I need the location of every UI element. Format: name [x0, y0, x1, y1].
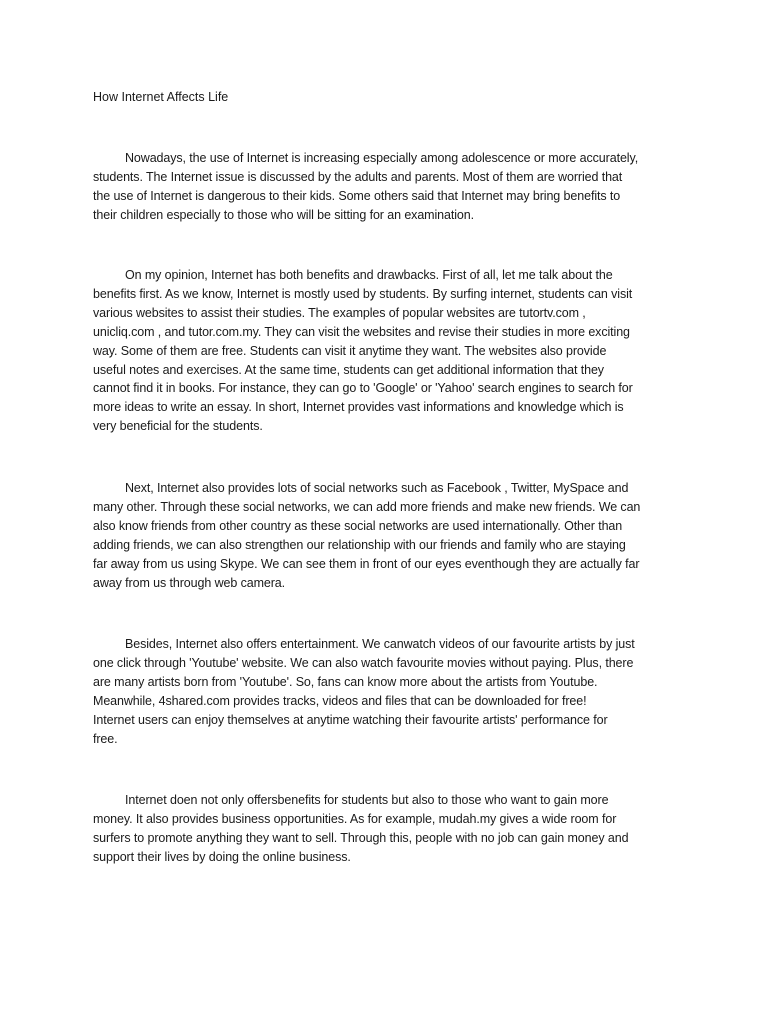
paragraph-3: [93, 479, 673, 592]
document-title: How Internet Affects Life: [93, 90, 229, 104]
paragraph-line: also know friends from other country as these social networks are used internationally. Other than: [93, 518, 623, 533]
paragraph-line: very beneficial for the students.: [93, 419, 263, 434]
paragraph-line: Nowadays, the use of Internet is increasing especially among adolescence or more accurately,: [125, 151, 639, 165]
paragraph-line: money. It also provides business opportunities. As for example, mudah.my gives a wide room for: [93, 811, 617, 826]
paragraph-line: Next, Internet also provides lots of social networks such as Facebook , Twitter, MySpace and: [125, 481, 629, 495]
paragraph-line: Besides, Internet also offers entertainment. We canwatch videos of our favourite artists by just: [125, 637, 635, 651]
paragraph-line: away from us through web camera.: [93, 575, 286, 590]
paragraph-line: useful notes and exercises. At the same time, students can get additional information that they: [93, 362, 604, 377]
paragraph-line: Meanwhile, 4shared.com provides tracks, videos and files that can be downloaded for free!: [93, 693, 587, 708]
paragraph-line: students. The Internet issue is discussed by the adults and parents. Most of them are worried that: [93, 169, 623, 184]
paragraph-line: Internet users can enjoy themselves at anytime watching their favourite artists' performance for: [93, 712, 608, 727]
paragraph-line: free.: [93, 731, 118, 746]
paragraph-line: Internet doen not only offersbenefits for students but also to those who want to gain more: [125, 793, 609, 807]
paragraph-line: more ideas to write an essay. In short, Internet provides vast informations and knowledge which is: [93, 400, 624, 415]
paragraph-line: their children especially to those who will be sitting for an examination.: [93, 207, 474, 222]
paragraph-line: are many artists born from 'Youtube'. So, fans can know more about the artists from Youtube.: [93, 674, 598, 689]
paragraph-line: surfers to promote anything they want to sell. Through this, people with no job can gain money and: [93, 830, 629, 845]
paragraph-2: [93, 266, 673, 436]
paragraph-line: support their lives by doing the online business.: [93, 849, 351, 864]
paragraph-line: On my opinion, Internet has both benefits and drawbacks. First of all, let me talk about the: [125, 268, 613, 282]
paragraph-line: far away from us using Skype. We can see them in front of our eyes eventhough they are actually far: [93, 556, 640, 571]
paragraph-line: cannot find it in books. For instance, they can go to 'Google' or 'Yahoo' search engines to search for: [93, 381, 633, 396]
paragraph-line: the use of Internet is dangerous to their kids. Some others said that Internet may bring benefits to: [93, 188, 621, 203]
paragraph-line: adding friends, we can also strengthen our relationship with our friends and family who are staying: [93, 537, 626, 552]
paragraph-line: one click through 'Youtube' website. We can also watch favourite movies without paying. Plus, there: [93, 655, 634, 670]
paragraph-1: [93, 149, 673, 225]
paragraph-line: benefits first. As we know, Internet is mostly used by students. By surfing internet, students can visit: [93, 286, 633, 301]
paragraph-line: various websites to assist their studies. The examples of popular websites are tutortv.com ,: [93, 305, 586, 320]
paragraph-line: way. Some of them are free. Students can visit it anytime they want. The websites also provide: [93, 343, 607, 358]
paragraph-4: [93, 635, 673, 748]
paragraph-5: [93, 791, 673, 867]
paragraph-line: unicliq.com , and tutor.com.my. They can visit the websites and revise their studies in more exciting: [93, 324, 630, 339]
paragraph-line: many other. Through these social networks, we can add more friends and make new friends. We can: [93, 499, 641, 514]
